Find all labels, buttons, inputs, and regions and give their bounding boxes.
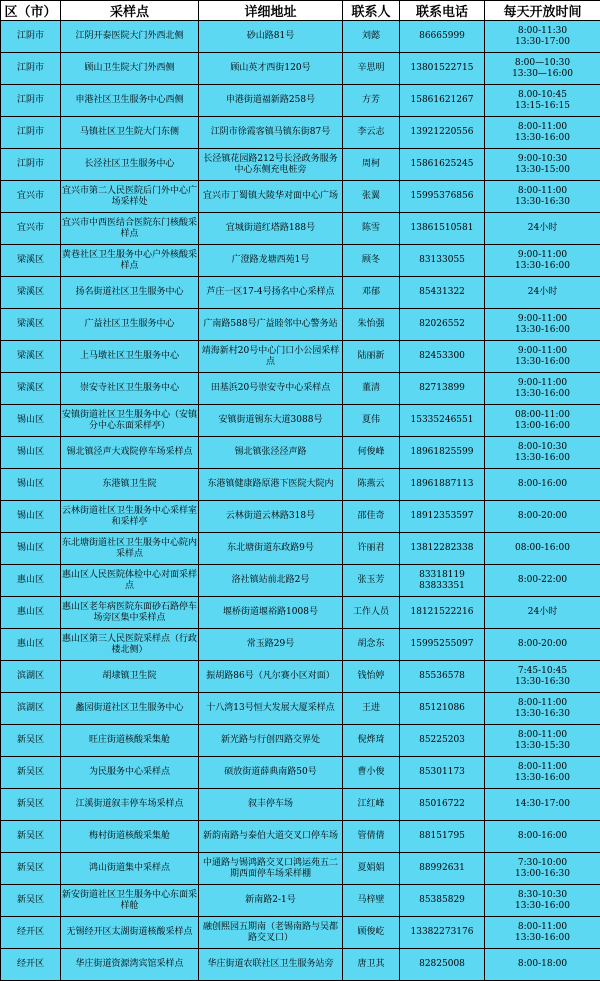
table-row xyxy=(1,789,600,821)
cell-district: 新吴区 xyxy=(1,757,61,789)
cell-site: 宜兴市第二人民医院后门外中心广场采样处 xyxy=(61,181,199,213)
cell-address: 宜兴市丁蜀镇大陵华对面中心广场 xyxy=(199,181,343,213)
cell-hours xyxy=(485,789,600,821)
phone-number: 18912353597 xyxy=(401,511,483,522)
cell-phone xyxy=(400,245,485,277)
cell-site: 蠡园街道社区卫生服务中心 xyxy=(61,693,199,725)
cell-site: 安镇街道社区卫生服务中心（安镇分中心东面采样亭） xyxy=(61,405,199,437)
hours-range: 13:30-16:00 xyxy=(486,325,599,336)
hours-range: 8:00-11:00 xyxy=(486,922,599,933)
cell-district: 江阴市 xyxy=(1,85,61,117)
phone-number: 88992631 xyxy=(401,863,483,874)
cell-district: 新吴区 xyxy=(1,789,61,821)
cell-hours xyxy=(485,277,600,309)
cell-contact: 陈燕云 xyxy=(343,469,400,501)
hours-range: 9:00-11:00 xyxy=(486,378,599,389)
phone-number: 85385829 xyxy=(401,895,483,906)
table-row xyxy=(1,53,600,85)
cell-site: 无锡经开区太湖街道核酸采样点 xyxy=(61,917,199,949)
table-row xyxy=(1,245,600,277)
cell-district: 梁溪区 xyxy=(1,309,61,341)
cell-hours xyxy=(485,821,600,853)
cell-hours xyxy=(485,149,600,181)
table-row xyxy=(1,213,600,245)
cell-phone xyxy=(400,501,485,533)
cell-district: 锡山区 xyxy=(1,405,61,437)
cell-address: 十八湾13号恒大发展大厦采样点 xyxy=(199,693,343,725)
phone-number: 85431322 xyxy=(401,287,483,298)
hours-range: 8:00-11:30 xyxy=(486,26,599,37)
cell-contact: 何俊峰 xyxy=(343,437,400,469)
hours-range: 8:00—10:30 xyxy=(486,58,599,69)
hours-range: 8:30-10:30 xyxy=(486,890,599,901)
cell-address: 砂山路81号 xyxy=(199,21,343,53)
cell-hours xyxy=(485,21,600,53)
table-row xyxy=(1,629,600,661)
cell-site: 新安街道社区卫生服务中心东面采样舱 xyxy=(61,885,199,917)
table-body xyxy=(1,21,600,981)
cell-site: 上马墩社区卫生服务中心 xyxy=(61,341,199,373)
cell-hours xyxy=(485,85,600,117)
phone-number: 85301173 xyxy=(401,767,483,778)
table-row xyxy=(1,405,600,437)
table-row xyxy=(1,341,600,373)
phone-number: 82825008 xyxy=(401,959,483,970)
cell-district: 梁溪区 xyxy=(1,277,61,309)
cell-hours xyxy=(485,245,600,277)
cell-address: 顾山英才西街120号 xyxy=(199,53,343,85)
cell-phone xyxy=(400,757,485,789)
cell-site: 江阴开泰医院大门外西北侧 xyxy=(61,21,199,53)
cell-contact: 张玉芳 xyxy=(343,565,400,597)
table-row xyxy=(1,725,600,757)
hours-range: 13:30-16:30 xyxy=(486,197,599,208)
cell-hours xyxy=(485,597,600,629)
hours-range: 13:30-16:30 xyxy=(486,709,599,720)
cell-contact: 夏伟 xyxy=(343,405,400,437)
phone-number: 13921220556 xyxy=(401,127,483,138)
cell-contact: 陆丽新 xyxy=(343,341,400,373)
cell-district: 锡山区 xyxy=(1,469,61,501)
header-address: 详细地址 xyxy=(199,1,343,21)
cell-hours xyxy=(485,725,600,757)
phone-number: 86665999 xyxy=(401,31,483,42)
cell-address: 云林街道云林路318号 xyxy=(199,501,343,533)
cell-phone xyxy=(400,117,485,149)
cell-contact: 董清 xyxy=(343,373,400,405)
hours-range: 13:00-16:00 xyxy=(486,421,599,432)
cell-district: 新吴区 xyxy=(1,853,61,885)
cell-contact: 刘懿 xyxy=(343,21,400,53)
cell-contact: 许丽君 xyxy=(343,533,400,565)
phone-number: 18961825599 xyxy=(401,447,483,458)
cell-site: 申港社区卫生服务中心西侧 xyxy=(61,85,199,117)
cell-district: 锡山区 xyxy=(1,533,61,565)
hours-range: 8:00-20:00 xyxy=(486,639,599,650)
hours-range: 8:00-22:00 xyxy=(486,575,599,586)
hours-range: 13:30-16:00 xyxy=(486,453,599,464)
hours-range: 08:00-11:00 xyxy=(486,410,599,421)
cell-address: 芦庄一区17-4号扬名中心采样点 xyxy=(199,277,343,309)
table-row xyxy=(1,501,600,533)
cell-site: 江溪街道叙丰停车场采样点 xyxy=(61,789,199,821)
phone-number: 15861621267 xyxy=(401,95,483,106)
cell-district: 梁溪区 xyxy=(1,341,61,373)
hours-range: 7:45-10:45 xyxy=(486,666,599,677)
cell-hours xyxy=(485,341,600,373)
cell-hours xyxy=(485,501,600,533)
table-row xyxy=(1,85,600,117)
cell-address: 申港街道福新路258号 xyxy=(199,85,343,117)
table-header xyxy=(1,1,600,21)
cell-contact: 张翼 xyxy=(343,181,400,213)
cell-address: 安镇街道锡东大道3088号 xyxy=(199,405,343,437)
table-row xyxy=(1,949,600,981)
table-row xyxy=(1,661,600,693)
phone-number: 85121086 xyxy=(401,703,483,714)
hours-range: 8:00-11:00 xyxy=(486,762,599,773)
cell-phone xyxy=(400,917,485,949)
cell-contact: 夏娟娟 xyxy=(343,853,400,885)
cell-phone xyxy=(400,341,485,373)
phone-number: 13861510581 xyxy=(401,223,483,234)
table-row xyxy=(1,149,600,181)
hours-range: 8:00-16:00 xyxy=(486,479,599,490)
cell-district: 梁溪区 xyxy=(1,245,61,277)
cell-site: 鸿山街道集中采样点 xyxy=(61,853,199,885)
cell-site: 广益社区卫生服务中心 xyxy=(61,309,199,341)
table-row xyxy=(1,21,600,53)
table-row xyxy=(1,277,600,309)
cell-phone xyxy=(400,373,485,405)
hours-range: 9:00-11:00 xyxy=(486,314,599,325)
table-row xyxy=(1,309,600,341)
cell-district: 新吴区 xyxy=(1,821,61,853)
cell-district: 梁溪区 xyxy=(1,373,61,405)
cell-hours xyxy=(485,853,600,885)
cell-district: 惠山区 xyxy=(1,597,61,629)
cell-address: 中通路与锡鸿路交叉口鸿运苑五二期西面停车场采样棚 xyxy=(199,853,343,885)
table-row xyxy=(1,181,600,213)
hours-range: 8:00-11:00 xyxy=(486,698,599,709)
cell-phone xyxy=(400,309,485,341)
cell-phone xyxy=(400,213,485,245)
phone-number: 82713899 xyxy=(401,383,483,394)
cell-district: 滨湖区 xyxy=(1,661,61,693)
hours-range: 13:30-16:00 xyxy=(486,133,599,144)
cell-contact: 辛思明 xyxy=(343,53,400,85)
cell-phone xyxy=(400,277,485,309)
cell-district: 锡山区 xyxy=(1,501,61,533)
cell-address: 硕放街道薛典南路50号 xyxy=(199,757,343,789)
cell-site: 惠山区第三人民医院采样点（行政楼北侧） xyxy=(61,629,199,661)
cell-hours xyxy=(485,309,600,341)
phone-number: 82453300 xyxy=(401,351,483,362)
header-contact: 联系人 xyxy=(343,1,400,21)
cell-address: 堰桥街道堰裕路1008号 xyxy=(199,597,343,629)
cell-contact: 方芳 xyxy=(343,85,400,117)
cell-district: 江阴市 xyxy=(1,53,61,85)
cell-phone xyxy=(400,21,485,53)
hours-range: 13:30-16:30 xyxy=(486,677,599,688)
cell-site: 云林街道社区卫生服务中心采样室和采样亭 xyxy=(61,501,199,533)
hours-range: 13:15-16:15 xyxy=(486,101,599,112)
phone-number: 15995255097 xyxy=(401,639,483,650)
cell-contact: 邓郁 xyxy=(343,277,400,309)
cell-phone xyxy=(400,885,485,917)
cell-phone xyxy=(400,597,485,629)
cell-district: 江阴市 xyxy=(1,117,61,149)
cell-site: 东港镇卫生院 xyxy=(61,469,199,501)
cell-district: 锡山区 xyxy=(1,437,61,469)
cell-hours xyxy=(485,469,600,501)
table-row xyxy=(1,885,600,917)
cell-phone xyxy=(400,149,485,181)
cell-site: 旺庄街道核酸采集舱 xyxy=(61,725,199,757)
hours-range: 8:00-10:30 xyxy=(486,442,599,453)
cell-district: 江阴市 xyxy=(1,21,61,53)
cell-contact: 江红峰 xyxy=(343,789,400,821)
cell-contact: 马梓壁 xyxy=(343,885,400,917)
hours-range: 13:00-16:30 xyxy=(486,869,599,880)
cell-district: 新吴区 xyxy=(1,725,61,757)
hours-range: 9:00-10:30 xyxy=(486,154,599,165)
hours-range: 13:30-16:00 xyxy=(486,261,599,272)
cell-hours xyxy=(485,437,600,469)
hours-range: 24小时 xyxy=(486,287,599,298)
cell-address: 东港镇健康路原港下医院大院内 xyxy=(199,469,343,501)
cell-site: 胡埭镇卫生院 xyxy=(61,661,199,693)
phone-number: 15335246551 xyxy=(401,415,483,426)
hours-range: 9:00-11:00 xyxy=(486,250,599,261)
cell-hours xyxy=(485,949,600,981)
hours-range: 13:30-17:00 xyxy=(486,37,599,48)
table-row xyxy=(1,853,600,885)
hours-range: 8:00-20:00 xyxy=(486,511,599,522)
phone-number: 13812282338 xyxy=(401,543,483,554)
header-hours: 每天开放时间 xyxy=(485,1,600,21)
cell-hours xyxy=(485,117,600,149)
hours-range: 8:00-16:00 xyxy=(486,831,599,842)
table-row xyxy=(1,117,600,149)
cell-district: 经开区 xyxy=(1,917,61,949)
cell-phone xyxy=(400,181,485,213)
cell-contact: 陈雪 xyxy=(343,213,400,245)
cell-site: 宜兴市中西医结合医院东门核酸采样点 xyxy=(61,213,199,245)
phone-number: 88151795 xyxy=(401,831,483,842)
cell-phone xyxy=(400,437,485,469)
cell-address: 靖海新村20号中心门口小公园采样点 xyxy=(199,341,343,373)
hours-range: 08:00-16:00 xyxy=(486,543,599,554)
hours-range: 7:30-10:00 xyxy=(486,858,599,869)
cell-contact: 钱怡婷 xyxy=(343,661,400,693)
hours-range: 8.00-10:45 xyxy=(486,90,599,101)
cell-phone xyxy=(400,821,485,853)
cell-hours xyxy=(485,917,600,949)
cell-phone xyxy=(400,853,485,885)
cell-contact: 管倩倩 xyxy=(343,821,400,853)
header-row xyxy=(1,1,600,21)
cell-hours xyxy=(485,661,600,693)
phone-number: 15995376856 xyxy=(401,191,483,202)
cell-site: 东北塘街道社区卫生服务中心院内采样点 xyxy=(61,533,199,565)
cell-district: 江阴市 xyxy=(1,149,61,181)
cell-district: 宜兴市 xyxy=(1,181,61,213)
cell-contact: 倪烨琦 xyxy=(343,725,400,757)
cell-contact: 顾冬 xyxy=(343,245,400,277)
hours-range: 14:30-17:00 xyxy=(486,799,599,810)
cell-contact: 王进 xyxy=(343,693,400,725)
cell-contact: 曹小俊 xyxy=(343,757,400,789)
cell-hours xyxy=(485,533,600,565)
cell-contact: 邵佳奇 xyxy=(343,501,400,533)
cell-contact: 顾俊屹 xyxy=(343,917,400,949)
cell-address: 新韵南路与泰伯大道交叉口停车场 xyxy=(199,821,343,853)
phone-number: 85225203 xyxy=(401,735,483,746)
cell-site: 惠山区人民医院体检中心对面采样点 xyxy=(61,565,199,597)
hours-range: 13:30-16:00 xyxy=(486,773,599,784)
hours-range: 24小时 xyxy=(486,223,599,234)
cell-hours xyxy=(485,693,600,725)
table-row xyxy=(1,597,600,629)
phone-number: 15861625245 xyxy=(401,159,483,170)
phone-number: 83133055 xyxy=(401,255,483,266)
cell-hours xyxy=(485,565,600,597)
cell-hours xyxy=(485,629,600,661)
cell-phone xyxy=(400,789,485,821)
cell-phone xyxy=(400,565,485,597)
cell-contact: 李云志 xyxy=(343,117,400,149)
table-row xyxy=(1,469,600,501)
table-row xyxy=(1,757,600,789)
cell-phone xyxy=(400,469,485,501)
cell-phone xyxy=(400,725,485,757)
cell-address: 锡北镇张泾泾声路 xyxy=(199,437,343,469)
cell-contact: 周柯 xyxy=(343,149,400,181)
table-row xyxy=(1,565,600,597)
cell-site: 梅村街道核酸采集舱 xyxy=(61,821,199,853)
hours-range: 8:00-18:00 xyxy=(486,959,599,970)
cell-site: 崇安寺社区卫生服务中心 xyxy=(61,373,199,405)
hours-range: 13:30—16:00 xyxy=(486,69,599,80)
cell-address: 洛社镇站前北路2号 xyxy=(199,565,343,597)
cell-site: 华庄街道资源湾宾馆采样点 xyxy=(61,949,199,981)
phone-number: 82026552 xyxy=(401,319,483,330)
cell-phone xyxy=(400,693,485,725)
phone-number: 85016722 xyxy=(401,799,483,810)
hours-range: 13:30-16:00 xyxy=(486,357,599,368)
phone-number: 83318119 xyxy=(401,570,483,581)
hours-range: 8:00-11:00 xyxy=(486,186,599,197)
table-row xyxy=(1,693,600,725)
hours-range: 8:00-11:00 xyxy=(486,122,599,133)
hours-range: 13:30-16:00 xyxy=(486,901,599,912)
hours-range: 13:30-16:00 xyxy=(486,389,599,400)
cell-hours xyxy=(485,885,600,917)
table-row xyxy=(1,533,600,565)
cell-address: 长泾镇花园路212号长泾政务服务中心东侧充电桩旁 xyxy=(199,149,343,181)
cell-contact: 工作人员 xyxy=(343,597,400,629)
cell-district: 滨湖区 xyxy=(1,693,61,725)
cell-address: 田基浜20号崇安寺中心采样点 xyxy=(199,373,343,405)
cell-hours xyxy=(485,373,600,405)
cell-site: 扬名街道社区卫生服务中心 xyxy=(61,277,199,309)
cell-site: 为民服务中心采样点 xyxy=(61,757,199,789)
header-phone: 联系电话 xyxy=(400,1,485,21)
hours-range: 13:30-16:00 xyxy=(486,933,599,944)
cell-district: 新吴区 xyxy=(1,885,61,917)
cell-district: 经开区 xyxy=(1,949,61,981)
hours-range: 8:00-11:00 xyxy=(486,730,599,741)
hours-range: 9:00-11:00 xyxy=(486,346,599,357)
cell-phone xyxy=(400,405,485,437)
cell-hours xyxy=(485,213,600,245)
cell-phone xyxy=(400,53,485,85)
cell-phone xyxy=(400,949,485,981)
hours-range: 13:30-15:30 xyxy=(486,741,599,752)
cell-phone xyxy=(400,661,485,693)
phone-number: 83833351 xyxy=(401,581,483,592)
cell-site: 黄巷社区卫生服务中心户外核酸采样点 xyxy=(61,245,199,277)
phone-number: 18121522216 xyxy=(401,607,483,618)
cell-site: 惠山区老年病医院东面砂石路停车场旁区集中采样点 xyxy=(61,597,199,629)
header-site: 采样点 xyxy=(61,1,199,21)
table-row xyxy=(1,917,600,949)
table-row xyxy=(1,437,600,469)
cell-phone xyxy=(400,533,485,565)
cell-address: 融创熙园五期南（老锡南路与吴都路交叉口） xyxy=(199,917,343,949)
cell-address: 叙丰停车场 xyxy=(199,789,343,821)
cell-phone xyxy=(400,629,485,661)
cell-address: 东北塘街道东政路9号 xyxy=(199,533,343,565)
cell-contact: 朱怡强 xyxy=(343,309,400,341)
cell-address: 新光路与行创四路交界处 xyxy=(199,725,343,757)
hours-range: 13:30-15:00 xyxy=(486,165,599,176)
cell-district: 宜兴市 xyxy=(1,213,61,245)
phone-number: 18961887113 xyxy=(401,479,483,490)
phone-number: 85536578 xyxy=(401,671,483,682)
cell-address: 华庄街道农联社区卫生服务站旁 xyxy=(199,949,343,981)
cell-phone xyxy=(400,85,485,117)
phone-number: 13382273176 xyxy=(401,927,483,938)
hours-range: 24小时 xyxy=(486,607,599,618)
cell-address: 广澄路龙塘西苑1号 xyxy=(199,245,343,277)
cell-address: 江阴市徐霞客镇马镇东街87号 xyxy=(199,117,343,149)
cell-site: 长泾社区卫生服务中心 xyxy=(61,149,199,181)
cell-site: 马镇社区卫生院大门东侧 xyxy=(61,117,199,149)
cell-district: 惠山区 xyxy=(1,629,61,661)
cell-address: 广南路588号广益睦邻中心警务站 xyxy=(199,309,343,341)
cell-address: 宜城街道红塔路188号 xyxy=(199,213,343,245)
cell-address: 常玉路29号 xyxy=(199,629,343,661)
cell-site: 顾山卫生院大门外西侧 xyxy=(61,53,199,85)
cell-hours xyxy=(485,405,600,437)
cell-address: 振胡路86号（凡尔赛小区对面） xyxy=(199,661,343,693)
cell-address: 新南路2-1号 xyxy=(199,885,343,917)
table-row xyxy=(1,373,600,405)
cell-site: 锡北镇泾声大戏院停车场采样点 xyxy=(61,437,199,469)
cell-contact: 胡念东 xyxy=(343,629,400,661)
cell-hours xyxy=(485,53,600,85)
cell-hours xyxy=(485,181,600,213)
cell-hours xyxy=(485,757,600,789)
cell-district: 惠山区 xyxy=(1,565,61,597)
table-row xyxy=(1,821,600,853)
cell-contact: 唐卫其 xyxy=(343,949,400,981)
header-district: 区（市） xyxy=(1,1,61,21)
phone-number: 13801522715 xyxy=(401,63,483,74)
